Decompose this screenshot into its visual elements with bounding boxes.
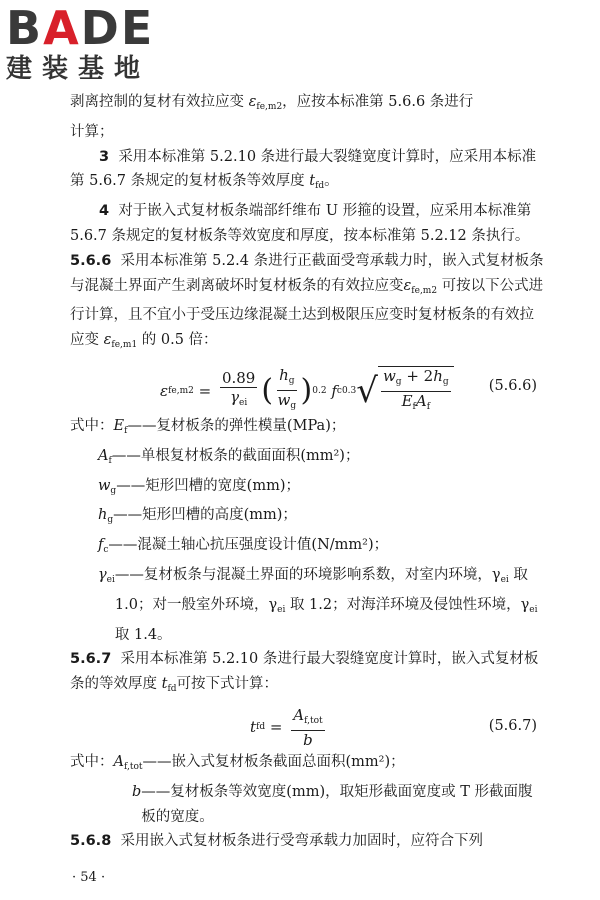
- para-line: 剥离控制的复材有效拉应变 $\varepsilon_{fe,m2}$，应按本标准第 5.6.6 条进行: [70, 94, 474, 112]
- equation-number: (5.6.7): [488, 717, 537, 734]
- def-wg: $w_g$ ——矩形凹槽的宽度(mm)；: [98, 477, 300, 496]
- para-line: 计算；: [70, 123, 114, 140]
- section-5-6-7: 5.6.7 采用本标准第 5.2.10 条进行最大裂缝宽度计算时，嵌入式复材板条的等效厚度 $t_{fd}$可按下式计算：: [70, 651, 539, 695]
- def-Af: $A_f$ ——单根复材板条的截面面积(mm²)；: [98, 447, 360, 466]
- def-Ef: 式中： $E_f$ ——复材板条的弹性模量(MPa)；: [70, 417, 346, 436]
- item-4: 4 对于嵌入式复材板条端部纤维布 U 形箍的设置，应采用本标准第 5.6.7 条规定的复材板条等效宽度和厚度，按本标准第 5.2.12 条执行。: [70, 203, 532, 244]
- def-gamma-ei: $\gamma_{ei}$ ——复材板条与混凝土界面的环境影响系数，对室内环境，$\gamma_{ei}$ 取 1.0；对一般室外环境，$\gamma_{ei}$ 取 1.2；对海洋环境及侵蚀性环境，$\gamma_{ei}$ 取 1.4。: [98, 566, 538, 643]
- item-3: 3 采用本标准第 5.2.10 条进行最大裂缝宽度计算时，应采用本标准第 5.6.7 条规定的复材板条等效厚度 $t_{fd}$。: [70, 148, 537, 192]
- def-b: b ——复材板条等效宽度(mm)，取矩形截面宽度或 T 形截面腹板的宽度。: [132, 783, 533, 825]
- section-5-6-6: 5.6.6 采用本标准第 5.2.4 条进行正截面受弯承载力时，嵌入式复材板条与混凝土界面产生剥离破坏时复材板条的有效拉应变$\varepsilon_{fe,m2}$ 可按以下公式进行计算，且不宜小于受压边缘混凝土达到极限压应变时复材板条的有效拉应变 $\varepsilon_{fe,m1}$ 的 0.5 倍：: [70, 252, 544, 351]
- def-Aftot: 式中： $A_{f,tot}$ ——嵌入式复材板条截面总面积(mm²)；: [70, 753, 405, 772]
- logo-subtitle: 建装基地: [6, 54, 151, 84]
- logo-brand: BADE: [6, 1, 155, 55]
- formula-5-6-6: ε fe,m2 = $\frac{0.89}{\gamma_{ei}}$ ( $\frac{h_g}{w_g}$ ) 0.2 f c 0.3 √ $w_g + 2h_g$ $E_fA_f$ (5.6.6): [70, 358, 545, 414]
- section-5-6-8: 5.6.8 采用嵌入式复材板条进行受弯承载力加固时，应符合下列: [70, 833, 484, 850]
- logo: [6, 1, 155, 84]
- formula-5-6-7: t fd = $\frac{A_{f,tot}}{b}$ (5.6.7): [250, 705, 537, 749]
- page-number: · 54 ·: [72, 870, 106, 885]
- equation-number: (5.6.6): [488, 377, 537, 394]
- page-body: [70, 90, 545, 854]
- def-fc: $f_c$ ——混凝土轴心抗压强度设计值(N/mm²)；: [98, 537, 389, 556]
- def-hg: $h_g$ ——矩形凹槽的高度(mm)；: [98, 507, 297, 526]
